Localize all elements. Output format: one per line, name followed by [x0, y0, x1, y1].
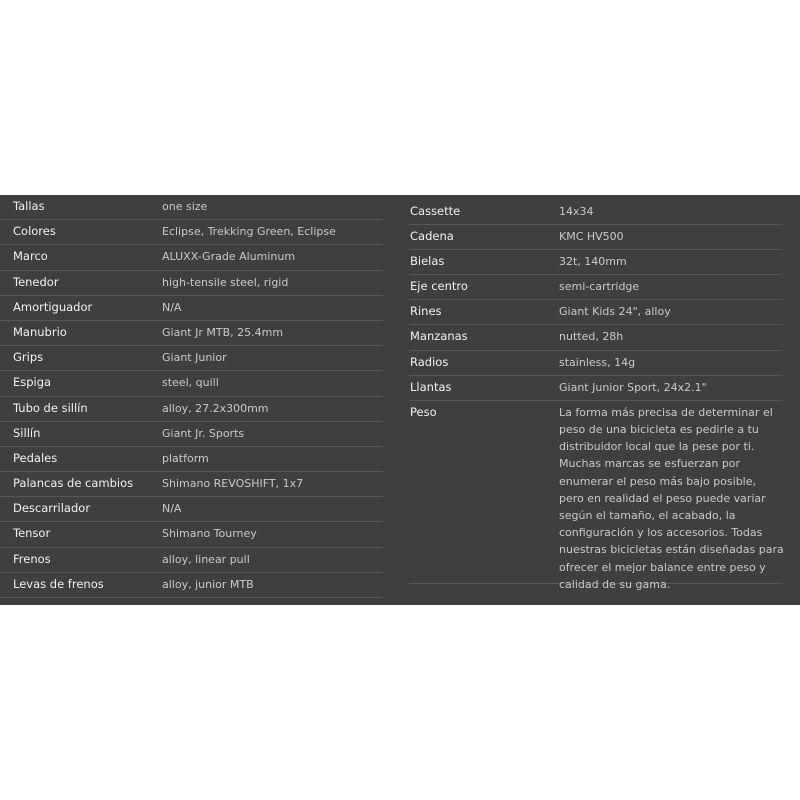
spec-label: Cadena — [410, 229, 454, 244]
spec-value: Eclipse, Trekking Green, Eclipse — [162, 225, 336, 239]
spec-row-bielas — [409, 250, 782, 275]
spec-value: stainless, 14g — [559, 355, 636, 369]
spec-row-rines — [409, 300, 782, 325]
spec-row-cassette — [409, 200, 782, 225]
spec-label: Amortiguador — [13, 299, 93, 314]
spec-label: Bielas — [410, 254, 445, 269]
spec-value: alloy, junior MTB — [162, 577, 254, 591]
spec-value: KMC HV500 — [559, 230, 624, 244]
spec-value: alloy, 27.2x300mm — [162, 401, 269, 415]
spec-label: Frenos — [13, 551, 51, 566]
spec-label: Manubrio — [13, 324, 67, 339]
spec-row-tubo-de-sillin — [0, 397, 383, 422]
spec-value: Giant Jr. Sports — [162, 426, 245, 440]
spec-row-radios — [409, 351, 782, 376]
spec-row-eje-centro — [409, 275, 782, 300]
spec-row-marco — [0, 245, 383, 270]
spec-label: Colores — [13, 224, 56, 239]
spec-label: Tallas — [13, 199, 45, 213]
spec-label: Manzanas — [410, 329, 468, 344]
spec-row-colores — [0, 220, 383, 245]
spec-row-frenos — [0, 548, 383, 573]
spec-value: semi-cartridge — [559, 280, 640, 294]
spec-label: Tenedor — [13, 274, 59, 289]
spec-label: Tensor — [13, 526, 51, 541]
specifications-panel — [0, 195, 800, 605]
spec-value: Shimano REVOSHIFT, 1x7 — [162, 477, 304, 491]
spec-row-amortiguador — [0, 296, 383, 321]
spec-row-cadena — [409, 225, 782, 250]
spec-row-manubrio — [0, 321, 383, 346]
spec-label: Tubo de sillín — [13, 400, 88, 415]
spec-row-pedales — [0, 447, 383, 472]
spec-value: 32t, 140mm — [559, 255, 627, 269]
spec-label: Cassette — [410, 204, 461, 218]
spec-label: Sillín — [13, 425, 41, 440]
spec-label: Llantas — [410, 379, 452, 394]
spec-value: N/A — [162, 300, 182, 314]
spec-value: platform — [162, 451, 209, 465]
spec-value: alloy, linear pull — [162, 552, 250, 566]
spec-value: Giant Junior Sport, 24x2.1" — [559, 380, 707, 394]
spec-label: Rines — [410, 304, 442, 319]
spec-row-espiga — [0, 371, 383, 396]
spec-value: Giant Jr MTB, 25.4mm — [162, 325, 284, 339]
spec-value: N/A — [162, 502, 182, 516]
spec-label: Palancas de cambios — [13, 476, 134, 491]
spec-row-tenedor — [0, 271, 383, 296]
spec-value: 14x34 — [559, 205, 594, 218]
spec-row-palancas-de-cambios — [0, 472, 383, 497]
spec-value: one size — [162, 200, 208, 213]
spec-label: Descarrilador — [13, 501, 91, 516]
spec-value-weight-note: La forma más precisa de determinar el peso de una bicicleta es pedirle a tu distribuidor local que la pese por ti. Muchas marcas se esfuerzan por enumerar el peso más bajo posible, pero en realidad el peso puede variar según el tamaño, el acabado, la configuración y los accesorios. Todas nuestras bicicletas están diseñadas para ofrecer el mejor balance entre peso y calidad de su gama. — [559, 405, 784, 591]
spec-row-sillin — [0, 422, 383, 447]
spec-row-llantas — [409, 376, 782, 401]
spec-label: Marco — [13, 249, 48, 264]
spec-row-levas-de-frenos — [0, 573, 383, 598]
spec-value: nutted, 28h — [559, 330, 624, 344]
spec-value: Giant Kids 24", alloy — [559, 305, 671, 319]
spec-row-descarrilador — [0, 497, 383, 522]
spec-label: Eje centro — [410, 279, 468, 294]
spec-value: steel, quill — [162, 376, 219, 390]
spec-label: Espiga — [13, 375, 52, 390]
spec-label: Pedales — [13, 450, 58, 465]
spec-value: Giant Junior — [162, 351, 227, 365]
spec-row-peso — [409, 401, 784, 591]
spec-row-tensor — [0, 522, 383, 547]
spec-label: Peso — [410, 404, 437, 419]
spec-label: Grips — [13, 350, 44, 365]
spec-value: high-tensile steel, rigid — [162, 275, 289, 289]
spec-value: ALUXX-Grade Aluminum — [162, 250, 296, 264]
spec-label: Radios — [410, 354, 449, 369]
specs-table-left — [0, 195, 383, 598]
specs-table-right — [409, 200, 784, 591]
spec-value: Shimano Tourney — [162, 527, 257, 541]
spec-row-tallas — [0, 195, 383, 220]
spec-label: Levas de frenos — [13, 576, 104, 591]
spec-row-grips — [0, 346, 383, 371]
spec-row-manzanas — [409, 325, 782, 350]
